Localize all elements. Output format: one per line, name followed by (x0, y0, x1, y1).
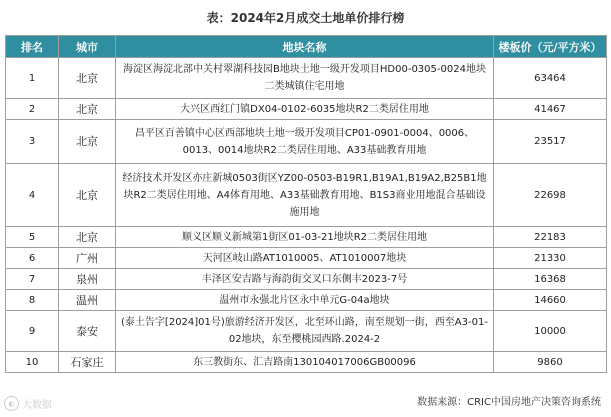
data-source-note: 数据来源：CRIC中国房地产决策咨询系统 (417, 397, 601, 408)
price-cell: 22183 (494, 227, 607, 248)
city-cell: 泉州 (59, 269, 116, 290)
parcel-cell: 东三教街东、汇吉路南130104017006GB00096 (116, 352, 494, 373)
price-cell: 14660 (494, 290, 607, 311)
table-row (6, 164, 607, 227)
city-cell: 北京 (59, 227, 116, 248)
city-cell: 石家庄 (59, 352, 116, 373)
table-row (6, 248, 607, 269)
parcel-cell: 昌平区百善镇中心区西部地块土地一级开发项目CP01-0901-0004、0006、0013、0014地块R2二类居住用地、A33基础教育用地 (116, 120, 494, 164)
parcel-cell: 经济技术开发区亦庄新城0503街区YZ00-0503-B19R1,B19A1,B19A2,B25B1地块R2二类居住用地、A4体育用地、A33基础教育用地、B1S3商业用地混合基础设施用地 (116, 164, 494, 227)
table-row (6, 269, 607, 290)
rank-cell: 3 (6, 120, 59, 164)
rank-cell: 6 (6, 248, 59, 269)
table-row (6, 99, 607, 120)
watermark-logo-icon: ◐ (4, 396, 19, 411)
rank-cell: 7 (6, 269, 59, 290)
price-cell: 22698 (494, 164, 607, 227)
table-row (6, 352, 607, 373)
watermark (4, 396, 52, 411)
parcel-cell: 温州市永强北片区永中单元G-04a地块 (116, 290, 494, 311)
rank-cell: 4 (6, 164, 59, 227)
price-cell: 63464 (494, 58, 607, 99)
city-cell: 泰安 (59, 311, 116, 352)
table-row (6, 120, 607, 164)
table-row (6, 58, 607, 99)
city-cell: 北京 (59, 99, 116, 120)
rank-cell: 10 (6, 352, 59, 373)
parcel-cell: 天河区岐山路AT1010005、AT1010007地块 (116, 248, 494, 269)
header-city: 城市 (59, 36, 116, 58)
price-cell: 16368 (494, 269, 607, 290)
header-row (6, 36, 607, 58)
table-row (6, 290, 607, 311)
city-cell: 广州 (59, 248, 116, 269)
parcel-cell: 顺义区顺义新城第1街区01-03-21地块R2二类居住用地 (116, 227, 494, 248)
city-cell: 北京 (59, 58, 116, 99)
price-cell: 23517 (494, 120, 607, 164)
parcel-cell: 丰泽区安吉路与海韵街交叉口东侧丰2023-7号 (116, 269, 494, 290)
price-cell: 9860 (494, 352, 607, 373)
city-cell: 北京 (59, 120, 116, 164)
price-cell: 10000 (494, 311, 607, 352)
header-parcel: 地块名称 (116, 36, 494, 58)
price-cell: 21330 (494, 248, 607, 269)
city-cell: 温州 (59, 290, 116, 311)
rank-cell: 1 (6, 58, 59, 99)
table-row (6, 311, 607, 352)
header-price: 楼板价（元/平方米） (494, 36, 607, 58)
parcel-cell: 海淀区海淀北部中关村翠湖科技园B地块土地一级开发项目HD00-0305-0024地块二类城镇住宅用地 (116, 58, 494, 99)
parcel-cell: (泰土告字[2024]01号)旅游经济开发区，北至环山路，南至规划一街，西至A3-01-02地块，东至樱桃园西路.2024-2 (116, 311, 494, 352)
city-cell: 北京 (59, 164, 116, 227)
rank-cell: 5 (6, 227, 59, 248)
table-title: 表：2024年2月成交土地单价排行榜 (206, 11, 405, 25)
rank-cell: 9 (6, 311, 59, 352)
watermark-text: 大数据 (22, 400, 52, 411)
rank-cell: 2 (6, 99, 59, 120)
price-cell: 41467 (494, 99, 607, 120)
land-price-ranking-table (5, 35, 607, 373)
parcel-cell: 大兴区西红门镇DX04-0102-6035地块R2二类居住用地 (116, 99, 494, 120)
header-rank: 排名 (6, 36, 59, 58)
table-row (6, 227, 607, 248)
rank-cell: 8 (6, 290, 59, 311)
